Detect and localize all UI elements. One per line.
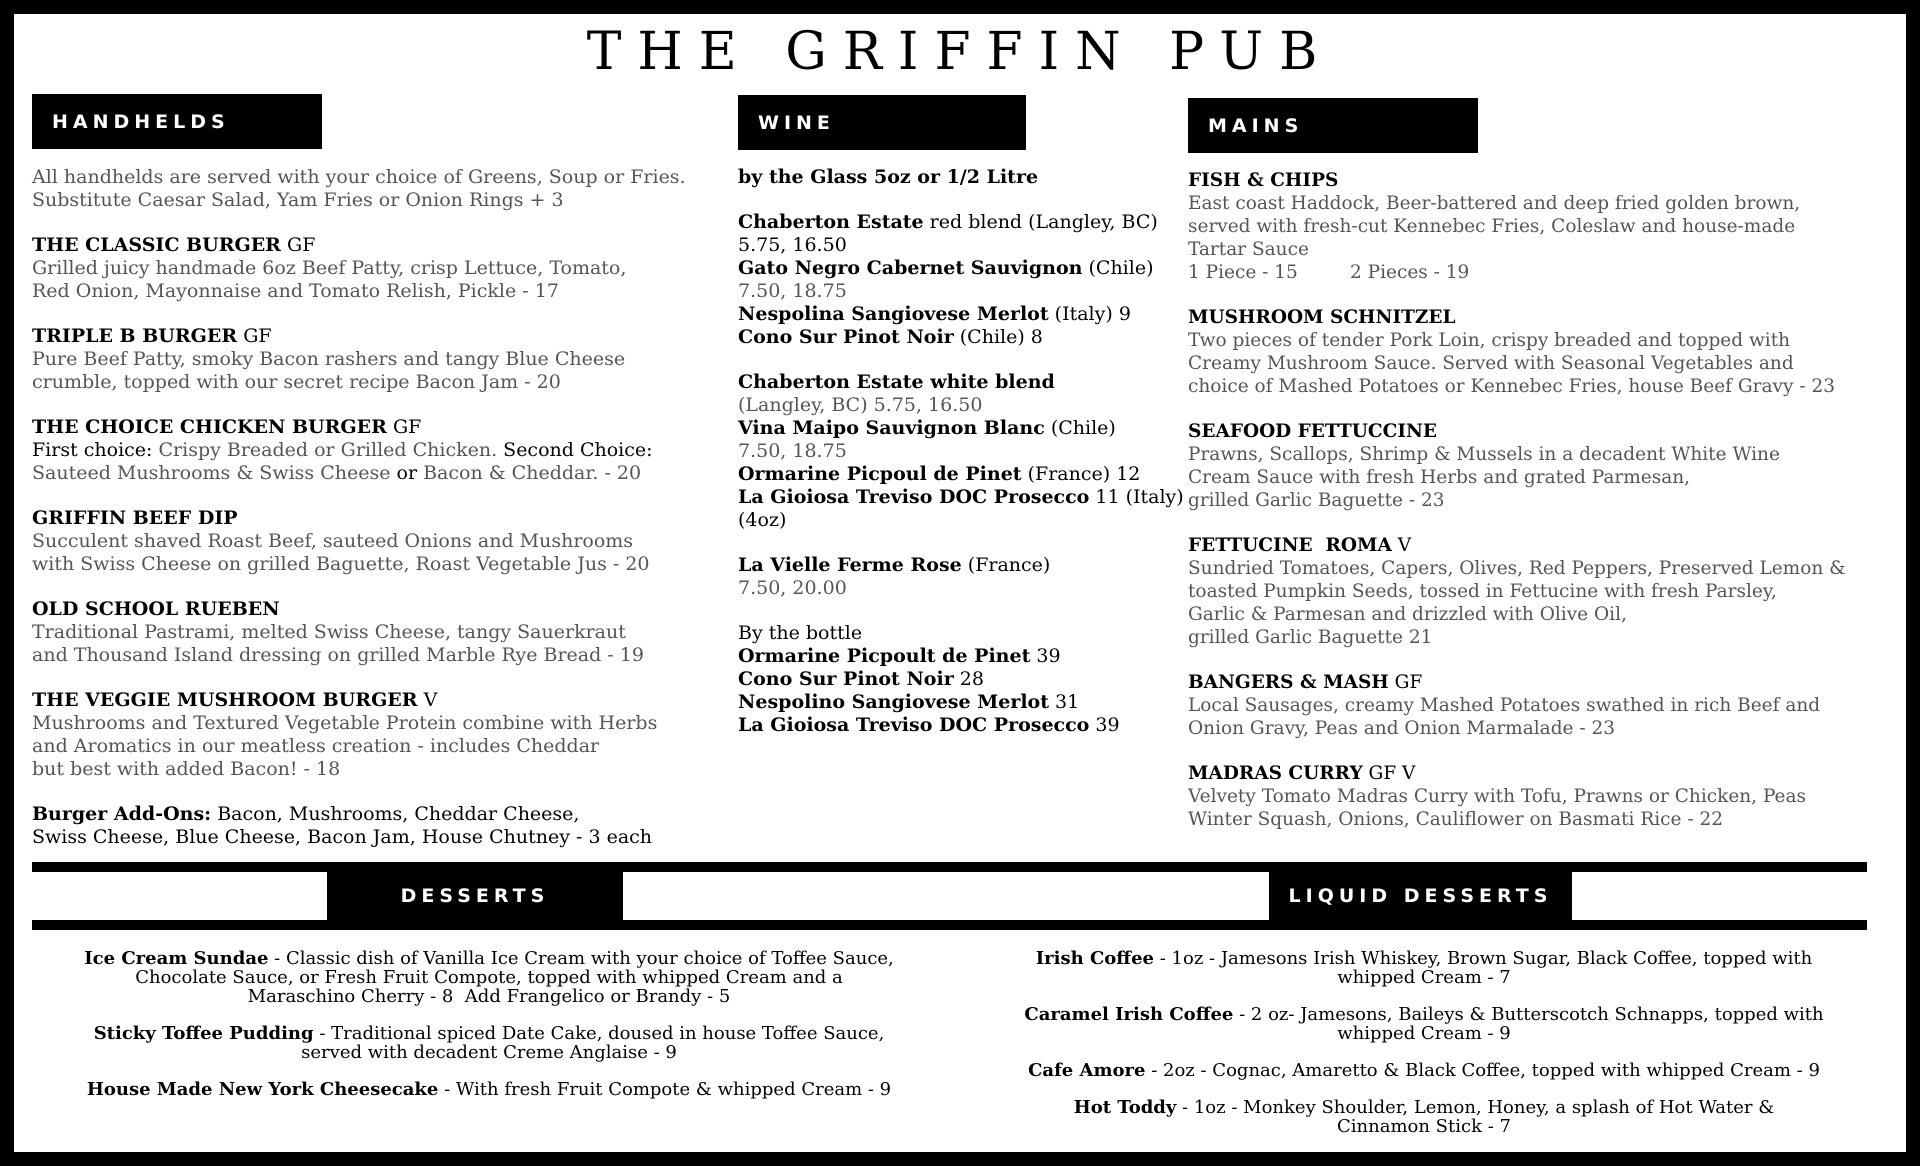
item-name: BANGERS & MASH: [1188, 672, 1389, 693]
wine-column: [738, 166, 1198, 737]
wine-price: 7.50, 18.75: [738, 440, 847, 462]
item-desc: Prawns, Scallops, Shrimp & Mussels in a decadent White Wine: [1188, 444, 1780, 465]
menu-item: [32, 234, 732, 303]
menu-item: [32, 416, 732, 485]
item-desc: Mushrooms and Textured Vegetable Protein combine with Herbs: [32, 712, 658, 734]
drink-desc: - 2oz - Cognac, Amaretto & Black Coffee, topped with whipped Cream - 9: [1145, 1060, 1820, 1081]
drink-name: Irish Coffee: [1035, 948, 1154, 969]
menu-item: [32, 689, 732, 781]
wine-detail: (France): [961, 554, 1051, 576]
menu-item: [1188, 671, 1908, 740]
menu-item: [32, 598, 732, 667]
item-desc: Sundried Tomatoes, Capers, Olives, Red Peppers, Preserved Lemon &: [1188, 558, 1846, 579]
item-desc: with Swiss Cheese on grilled Baguette, Roast Vegetable Jus - 20: [32, 553, 650, 575]
wine-detail: (Chile): [1082, 257, 1154, 279]
item-desc: and Aromatics in our meatless creation - includes Cheddar: [32, 735, 600, 757]
item-price: 1 Piece - 15: [1188, 262, 1298, 283]
burger-addons: [32, 803, 732, 849]
dessert-desc: Chocolate Sauce, or Fresh Fruit Compote, topped with whipped Cream and a: [135, 967, 843, 988]
item-desc: Creamy Mushroom Sauce. Served with Seasonal Vegetables and: [1188, 353, 1794, 374]
dessert-name: Sticky Toffee Pudding: [93, 1023, 314, 1044]
dessert-desc: - Classic dish of Vanilla Ice Cream with your choice of Toffee Sauce,: [268, 948, 894, 969]
item-desc: choice of Mashed Potatoes or Kennebec Fries, house Beef Gravy - 23: [1188, 376, 1835, 397]
wine-price: 39: [1030, 645, 1061, 667]
wine-name: Cono Sur Pinot Noir: [738, 326, 954, 348]
item-desc: Onion Gravy, Peas and Onion Marmalade - 23: [1188, 718, 1616, 739]
dessert-desc: Maraschino Cherry - 8 Add Frangelico or Brandy - 5: [247, 986, 731, 1007]
divider-bar: [32, 920, 1867, 930]
wine-name: Gato Negro Cabernet Sauvignon: [738, 257, 1083, 279]
liquid-dessert-item: [974, 949, 1874, 987]
choice-label: Second Choice:: [503, 439, 653, 461]
dessert-name: Ice Cream Sundae: [84, 948, 269, 969]
item-desc: Velvety Tomato Madras Curry with Tofu, Prawns or Chicken, Peas: [1188, 786, 1807, 807]
item-desc: grilled Garlic Baguette - 23: [1188, 490, 1445, 511]
item-desc: Garlic & Parmesan and drizzled with Olive Oil,: [1188, 604, 1627, 625]
drink-name: Caramel Irish Coffee: [1024, 1004, 1234, 1025]
desserts-header: DESSERTS: [327, 872, 623, 920]
item-desc: crumble, topped with our secret recipe Bacon Jam - 20: [32, 371, 561, 393]
item-desc: Traditional Pastrami, melted Swiss Cheese, tangy Sauerkraut: [32, 621, 626, 643]
wine-name: La Vielle Ferme Rose: [738, 554, 962, 576]
drink-desc: - 1oz - Monkey Shoulder, Lemon, Honey, a splash of Hot Water &: [1176, 1097, 1775, 1118]
handhelds-column: [32, 166, 732, 849]
wine-name: Cono Sur Pinot Noir: [738, 668, 954, 690]
item-tag: GF: [386, 416, 422, 438]
item-tag: GF: [280, 234, 316, 256]
mains-header: MAINS: [1188, 98, 1478, 153]
item-desc: Local Sausages, creamy Mashed Potatoes swathed in rich Beef and: [1188, 695, 1821, 716]
liquid-desserts-column: [974, 949, 1874, 1154]
item-desc: Bacon & Cheddar. - 20: [417, 462, 642, 484]
item-tag: V: [417, 689, 438, 711]
wine-name: Vina Maipo Sauvignon Blanc: [738, 417, 1045, 439]
menu-item: [1188, 762, 1908, 831]
drink-desc: whipped Cream - 7: [1337, 967, 1511, 988]
wine-detail: (Chile) 8: [953, 326, 1043, 348]
item-name: MADRAS CURRY: [1188, 763, 1363, 784]
item-desc: Crispy Breaded or Grilled Chicken.: [152, 439, 504, 461]
wine-detail: red blend (Langley, BC): [923, 211, 1158, 233]
menu-item: [1188, 169, 1908, 284]
wine-price: 5.75, 16.50: [738, 234, 847, 256]
wine-price: (Langley, BC) 5.75, 16.50: [738, 394, 983, 416]
item-name: FETTUCINE ROMA: [1188, 535, 1392, 556]
dessert-desc: served with decadent Creme Anglaise - 9: [301, 1042, 677, 1063]
item-desc: Sauteed Mushrooms & Swiss Cheese: [32, 462, 397, 484]
wine-header: WINE: [738, 95, 1026, 150]
item-desc: Succulent shaved Roast Beef, sauteed Onions and Mushrooms: [32, 530, 634, 552]
drink-desc: - 1oz - Jamesons Irish Whiskey, Brown Sugar, Black Coffee, topped with: [1154, 948, 1813, 969]
wine-detail: (4oz): [738, 509, 787, 531]
item-name: MUSHROOM SCHNITZEL: [1188, 307, 1456, 328]
divider-bar: [32, 862, 1867, 872]
drink-name: Hot Toddy: [1073, 1097, 1177, 1118]
liquid-dessert-item: [974, 1098, 1874, 1136]
wine-price: 28: [953, 668, 984, 690]
item-desc: served with fresh-cut Kennebec Fries, Coleslaw and house-made: [1188, 216, 1796, 237]
wine-name: Nespolina Sangiovese Merlot: [738, 303, 1049, 325]
dessert-item: [32, 949, 946, 1006]
item-desc: East coast Haddock, Beer-battered and deep fried golden brown,: [1188, 193, 1801, 214]
wine-name: La Gioiosa Treviso DOC Prosecco: [738, 486, 1090, 508]
dessert-item: [32, 1080, 946, 1099]
item-desc: Cream Sauce with fresh Herbs and grated Parmesan,: [1188, 467, 1691, 488]
wine-detail: (Italy) 9: [1048, 303, 1131, 325]
item-desc: and Thousand Island dressing on grilled Marble Rye Bread - 19: [32, 644, 644, 666]
choice-label: First choice:: [32, 439, 153, 461]
addons-text: Swiss Cheese, Blue Cheese, Bacon Jam, House Chutney - 3 each: [32, 826, 653, 848]
item-desc: Winter Squash, Onions, Cauliflower on Basmati Rice - 22: [1188, 809, 1724, 830]
menu-item: [1188, 420, 1908, 512]
item-desc: Pure Beef Patty, smoky Bacon rashers and tangy Blue Cheese: [32, 348, 626, 370]
wine-price: 7.50, 18.75: [738, 280, 847, 302]
item-tag: GF V: [1362, 763, 1416, 784]
item-desc: grilled Garlic Baguette 21: [1188, 627, 1433, 648]
liquid-dessert-item: [974, 1061, 1874, 1080]
menu-item: [1188, 534, 1908, 649]
item-name: THE CLASSIC BURGER: [32, 234, 281, 256]
item-name: SEAFOOD FETTUCCINE: [1188, 421, 1438, 442]
item-tag: GF: [237, 325, 272, 347]
item-price: 2 Pieces - 19: [1350, 262, 1470, 283]
or-text: or: [396, 462, 418, 484]
item-name: OLD SCHOOL RUEBEN: [32, 598, 280, 620]
drink-desc: Cinnamon Stick - 7: [1337, 1116, 1511, 1137]
liquid-desserts-header: LIQUID DESSERTS: [1269, 872, 1572, 920]
menu-item: [1188, 306, 1908, 398]
wine-price: 7.50, 20.00: [738, 577, 847, 599]
menu-item: [32, 507, 732, 576]
handhelds-intro: All handhelds are served with your choice of Greens, Soup or Fries. Substitute Caesar Salad, Yam Fries or Onion Rings + 3: [32, 166, 686, 211]
dessert-desc: - With fresh Fruit Compote & whipped Cream - 9: [438, 1079, 892, 1100]
wine-price: 39: [1089, 714, 1120, 736]
item-name: FISH & CHIPS: [1188, 170, 1339, 191]
item-desc: but best with added Bacon! - 18: [32, 758, 341, 780]
wine-name: La Gioiosa Treviso DOC Prosecco: [738, 714, 1090, 736]
wine-detail: (Chile): [1044, 417, 1116, 439]
mains-column: [1188, 169, 1908, 831]
item-name: THE CHOICE CHICKEN BURGER: [32, 416, 387, 438]
addons-text: Bacon, Mushrooms, Cheddar Cheese,: [211, 803, 580, 825]
item-desc: toasted Pumpkin Seeds, tossed in Fettucine with fresh Parsley,: [1188, 581, 1777, 602]
wine-name: Nespolino Sangiovese Merlot: [738, 691, 1049, 713]
addons-label: Burger Add-Ons:: [32, 803, 212, 825]
item-tag: GF: [1388, 672, 1423, 693]
item-desc: Two pieces of tender Pork Loin, crispy breaded and topped with: [1188, 330, 1791, 351]
wine-name: Ormarine Picpoul de Pinet: [738, 463, 1022, 485]
wine-detail: (France) 12: [1021, 463, 1141, 485]
item-desc: Red Onion, Mayonnaise and Tomato Relish, Pickle - 17: [32, 280, 559, 302]
dessert-item: [32, 1024, 946, 1062]
handhelds-header: HANDHELDS: [32, 94, 322, 149]
item-desc: Grilled juicy handmade 6oz Beef Patty, crisp Lettuce, Tomato,: [32, 257, 627, 279]
drink-name: Cafe Amore: [1028, 1060, 1146, 1081]
wine-name: Ormarine Picpoult de Pinet: [738, 645, 1031, 667]
item-desc: Tartar Sauce: [1188, 239, 1309, 260]
item-name: GRIFFIN BEEF DIP: [32, 507, 238, 529]
bottle-label: By the bottle: [738, 622, 863, 644]
drink-desc: whipped Cream - 9: [1337, 1023, 1511, 1044]
desserts-column: [32, 949, 946, 1117]
dessert-name: House Made New York Cheesecake: [86, 1079, 439, 1100]
item-name: THE VEGGIE MUSHROOM BURGER: [32, 689, 418, 711]
menu-item: [32, 325, 732, 394]
wine-name: Chaberton Estate white blend: [738, 371, 1055, 393]
item-tag: V: [1391, 535, 1412, 556]
liquid-dessert-item: [974, 1005, 1874, 1043]
drink-desc: - 2 oz- Jamesons, Baileys & Butterscotch Schnapps, topped with: [1233, 1004, 1824, 1025]
wine-detail: 11 (Italy): [1089, 486, 1184, 508]
wine-name: Chaberton Estate: [738, 211, 924, 233]
page-title: THE GRIFFIN PUB: [586, 22, 1334, 82]
wine-price: 31: [1049, 691, 1080, 713]
dessert-desc: - Traditional spiced Date Cake, doused in house Toffee Sauce,: [313, 1023, 885, 1044]
wine-subtitle: by the Glass 5oz or 1/2 Litre: [738, 166, 1039, 188]
item-name: TRIPLE B BURGER: [32, 325, 238, 347]
